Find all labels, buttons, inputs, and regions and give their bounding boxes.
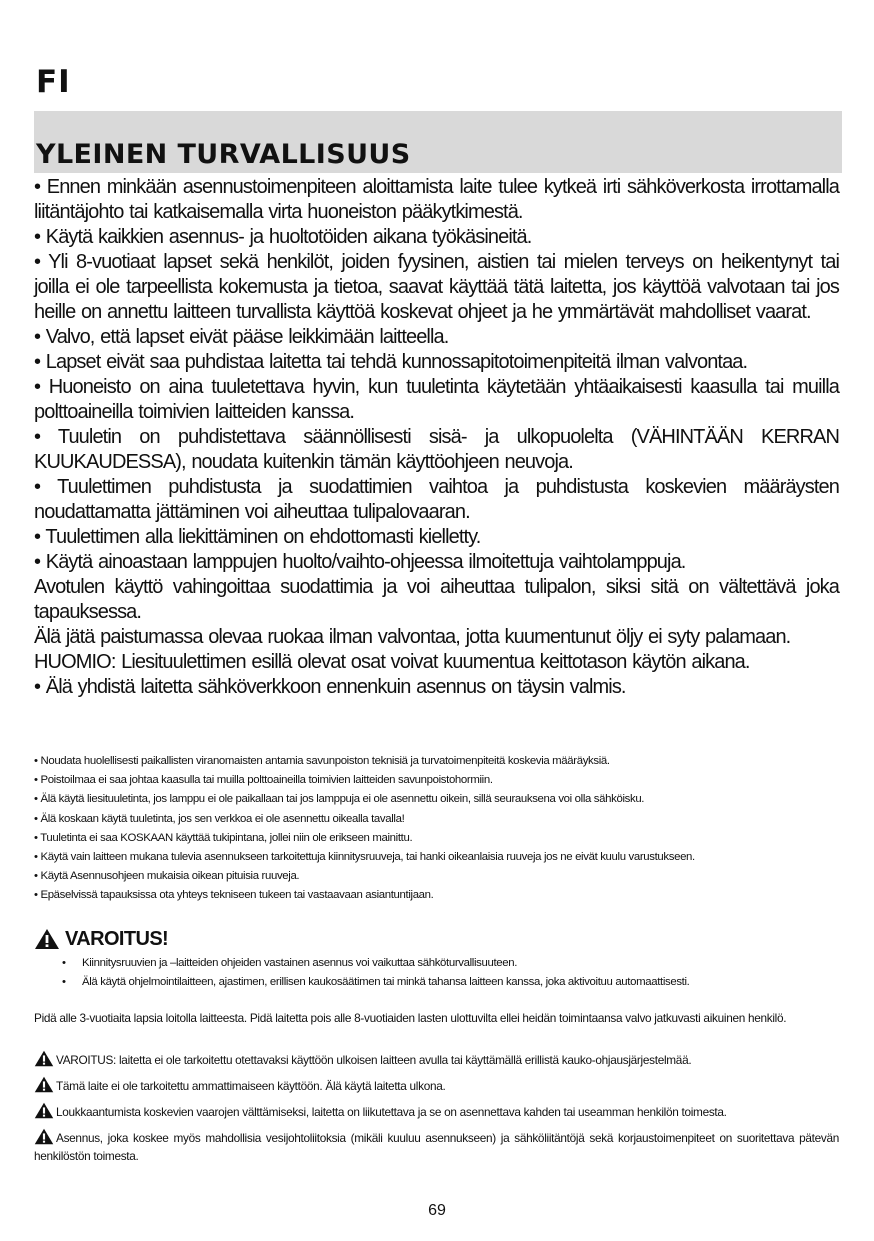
small-safety-item: • Älä käytä liesituuletinta, jos lamppu ei ole paikallaan tai jos lamppuja ei ole asennettu oikein, sillä seurauksena voi olla sähköisku. <box>34 793 645 806</box>
safety-item: • Yli 8-vuotiaat lapset sekä henkilöt, joiden fyysinen, aistien tai mielen terveys on heikentynyt tai joilla ei ole tarpeellista kokemusta ja tietoa, saavat käyttää tätä laitetta, jos käyttöä valvotaan tai jos heille on annettu laitteen turvallista käyttöä koskevat ohjeet ja he ymmärtävät mahdolliset vaarat. <box>34 251 839 323</box>
small-safety-item: • Käytä vain laitteen mukana tulevia asennukseen tarkoitettuja kiinnitysruuveja, tai hanki oikeanlaisia ruuveja jos ne eivät kuulu varustukseen. <box>34 851 695 864</box>
small-safety-item: • Epäselvissä tapauksissa ota yhteys tekniseen tukeen tai vastaavaan asiantuntijaan. <box>34 889 434 902</box>
warning-notes <box>34 1050 839 1172</box>
warning-triangle-icon <box>34 1128 54 1145</box>
warning-bullet: • Älä käytä ohjelmointilaitteen, ajastimen, erillisen kaukosäätimen tai minkä tahansa laitteen kanssa, joka aktivoituu automaattisesti. <box>62 973 842 992</box>
small-safety-item: • Noudata huolellisesti paikallisten viranomaisten antamia savunpoiston teknisiä ja turvatoimenpiteitä koskevia määräyksiä. <box>34 755 610 767</box>
warning-triangle-icon <box>34 1076 54 1093</box>
warning-note <box>34 1050 839 1069</box>
safety-item: • Huoneisto on aina tuuletettava hyvin, kun tuuletinta käytetään yhtäaikaisesti kaasulla tai muilla polttoaineilla toimivien laitteiden kanssa. <box>34 376 839 423</box>
safety-item: Älä jätä paistumassa olevaa ruokaa ilman valvontaa, jotta kuumentunut öljy ei syty palamaan. <box>34 626 791 648</box>
warning-bullets <box>62 954 842 992</box>
warning-bullet-text: Kiinnitysruuvien ja –laitteiden ohjeiden vastainen asennus voi vaikuttaa sähköturvallisuuteen. <box>82 957 518 969</box>
safety-item: HUOMIO: Liesituulettimen esillä olevat osat voivat kuumentua keittotason käytön aikana. <box>34 651 750 673</box>
warning-note-text: Tämä laite ei ole tarkoitettu ammattimaiseen käyttöön. Älä käytä laitetta ulkona. <box>56 1079 446 1093</box>
safety-item: • Käytä ainoastaan lamppujen huolto/vaihto-ohjeessa ilmoitettuja vaihtolamppuja. <box>34 551 686 573</box>
section-header <box>34 111 842 173</box>
safety-item: • Valvo, että lapset eivät pääse leikkimään laitteella. <box>34 326 449 348</box>
small-safety-item: • Älä koskaan käytä tuuletinta, jos sen verkkoa ei ole asennettu oikealla tavalla! <box>34 812 405 825</box>
children-paragraph: Pidä alle 3-vuotiaita lapsia loitolla laitteesta. Pidä laitetta pois alle 8-vuotiaiden lasten ulottuvilta ellei heidän toimintaansa valvo jatkuvasti aikuinen henkilö. <box>34 1011 787 1025</box>
safety-item: • Tuuletin on puhdistettava säännöllisesti sisä- ja ulkopuolelta (VÄHINTÄÄN KERRAN KUUKAUDESSA), noudata kuitenkin tämän käyttöohjeen neuvoja. <box>34 426 839 473</box>
small-safety-item: • Tuuletinta ei saa KOSKAAN käyttää tukipintana, jollei niin ole erikseen mainittu. <box>34 831 413 844</box>
warning-note <box>34 1102 839 1121</box>
language-code: FI <box>36 64 71 100</box>
safety-item: • Ennen minkään asennustoimenpiteen aloittamista laite tulee kytkeä irti sähköverkosta irrottamalla liitäntäjohto tai katkaisemalla virta huoneiston pääkytkimestä. <box>34 176 839 223</box>
safety-item: • Käytä kaikkien asennus- ja huoltotöiden aikana työkäsineitä. <box>34 226 532 248</box>
warning-title: VAROITUS! <box>65 927 169 950</box>
warning-triangle-icon <box>34 928 60 950</box>
warning-note <box>34 1128 839 1165</box>
small-safety-item: • Poistoilmaa ei saa johtaa kaasulla tai muilla polttoaineilla toimivien laitteiden savunpoistohormiin. <box>34 774 493 787</box>
safety-item: • Lapset eivät saa puhdistaa laitetta tai tehdä kunnossapitotoimenpiteitä ilman valvontaa. <box>34 351 748 373</box>
warning-note-text: VAROITUS: laitetta ei ole tarkoitettu otettavaksi käyttöön ulkoisen laitteen avulla tai käyttämällä erillistä kauko-ohjausjärjestelmää. <box>56 1053 692 1067</box>
main-safety-list <box>34 175 839 700</box>
safety-item: • Älä yhdistä laitetta sähköverkkoon ennenkuin asennus on täysin valmis. <box>34 676 626 698</box>
warning-heading <box>34 926 168 952</box>
safety-item: • Tuulettimen puhdistusta ja suodattimien vaihtoa ja puhdistusta koskevien määräysten noudattamatta jättäminen voi aiheuttaa tulipalovaaran. <box>34 476 839 523</box>
warning-note <box>34 1076 839 1095</box>
warning-note-text: Loukkaantumista koskevien vaarojen välttämiseksi, laitetta on liikutettava ja se on asennettava kahden tai useamman henkilön toimesta. <box>56 1105 727 1119</box>
small-safety-list <box>34 752 839 906</box>
warning-bullet-text: Älä käytä ohjelmointilaitteen, ajastimen, erillisen kaukosäätimen tai minkä tahansa laitteen kanssa, joka aktivoituu automaattisesti. <box>82 976 690 988</box>
warning-note-text: Asennus, joka koskee myös mahdollisia vesijohtoliitoksia (mikäli kuuluu asennukseen) ja sähköliitäntöjä sekä korjaustoimenpiteet on suoritettava pätevän henkilöstön toimesta. <box>34 1131 839 1163</box>
warning-triangle-icon <box>34 1050 54 1067</box>
small-safety-item: • Käytä Asennusohjeen mukaisia oikean pituisia ruuveja. <box>34 870 300 883</box>
warning-bullet: • Kiinnitysruuvien ja –laitteiden ohjeiden vastainen asennus voi vaikuttaa sähköturvallisuuteen. <box>62 954 842 973</box>
safety-item: • Tuulettimen alla liekittäminen on ehdottomasti kielletty. <box>34 526 481 548</box>
section-title: YLEINEN TURVALLISUUS <box>36 139 411 170</box>
warning-triangle-icon <box>34 1102 54 1119</box>
safety-item: Avotulen käyttö vahingoittaa suodattimia ja voi aiheuttaa tulipalon, siksi sitä on vältettävä joka tapauksessa. <box>34 576 839 623</box>
page-number: 69 <box>428 1202 446 1219</box>
